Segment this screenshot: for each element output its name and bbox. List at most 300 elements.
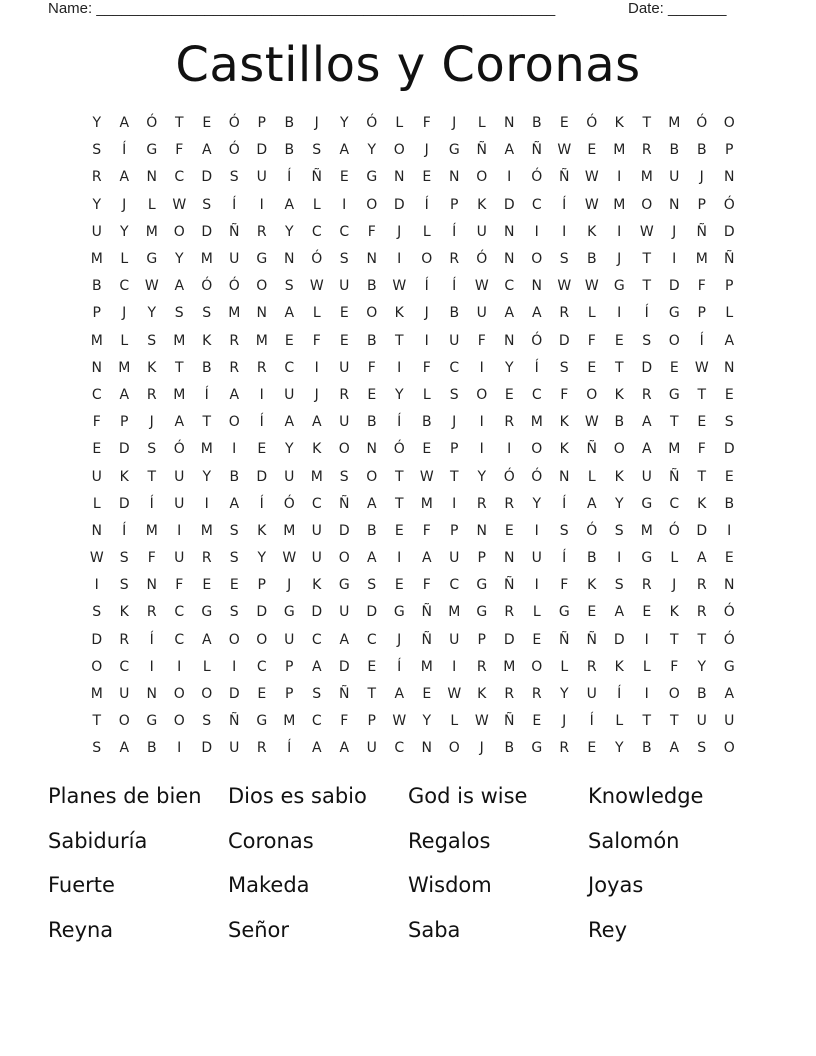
grid-letter[interactable]: F [697, 441, 706, 458]
grid-letter[interactable]: I [644, 631, 649, 648]
grid-letter[interactable]: D [118, 441, 130, 458]
grid-letter[interactable]: N [91, 522, 102, 539]
grid-letter[interactable]: P [285, 658, 294, 675]
grid-letter[interactable]: Ñ [586, 631, 597, 648]
grid-letter[interactable]: O [421, 251, 433, 268]
grid-letter[interactable]: G [393, 604, 405, 621]
grid-letter[interactable]: O [476, 169, 488, 186]
grid-letter[interactable]: T [642, 713, 652, 730]
grid-letter[interactable]: S [147, 332, 157, 349]
grid-letter[interactable]: N [421, 740, 432, 757]
grid-letter[interactable]: K [312, 441, 322, 458]
grid-letter[interactable]: T [147, 468, 157, 485]
grid-letter[interactable]: A [366, 495, 377, 512]
grid-letter[interactable]: Ñ [476, 142, 487, 159]
grid-letter[interactable]: C [91, 386, 102, 403]
grid-letter[interactable]: S [147, 441, 157, 458]
grid-letter[interactable]: Ó [201, 278, 213, 295]
grid-letter[interactable]: I [534, 577, 539, 594]
grid-letter[interactable]: J [562, 713, 567, 730]
grid-letter[interactable]: Y [394, 386, 404, 403]
grid-letter[interactable]: I [452, 658, 457, 675]
grid-letter[interactable]: S [229, 169, 239, 186]
grid-letter[interactable]: M [420, 658, 433, 675]
grid-letter[interactable]: T [642, 115, 652, 132]
grid-letter[interactable]: A [586, 495, 597, 512]
grid-letter[interactable]: Y [504, 359, 514, 376]
grid-letter[interactable]: T [669, 631, 679, 648]
grid-letter[interactable]: J [397, 223, 402, 240]
grid-letter[interactable]: Ñ [586, 441, 597, 458]
grid-letter[interactable]: U [724, 713, 735, 730]
grid-letter[interactable]: S [229, 522, 239, 539]
grid-letter[interactable]: M [200, 522, 213, 539]
grid-letter[interactable]: O [366, 305, 378, 322]
grid-letter[interactable]: A [201, 631, 212, 648]
grid-letter[interactable]: I [479, 359, 484, 376]
grid-letter[interactable]: Ñ [724, 251, 735, 268]
grid-letter[interactable]: U [311, 550, 322, 567]
grid-letter[interactable]: U [256, 169, 267, 186]
grid-letter[interactable]: Í [287, 169, 292, 186]
grid-letter[interactable]: M [668, 441, 681, 458]
grid-letter[interactable]: C [256, 658, 267, 675]
grid-letter[interactable]: P [450, 196, 459, 213]
grid-letter[interactable]: I [479, 441, 484, 458]
grid-letter[interactable]: A [724, 332, 735, 349]
grid-letter[interactable]: C [284, 359, 295, 376]
grid-letter[interactable]: G [448, 142, 460, 159]
grid-letter[interactable]: D [613, 631, 625, 648]
grid-letter[interactable]: M [200, 441, 213, 458]
grid-letter[interactable]: A [119, 169, 130, 186]
grid-letter[interactable]: E [339, 169, 349, 186]
grid-letter[interactable]: P [285, 686, 294, 703]
grid-letter[interactable]: N [256, 305, 267, 322]
grid-letter[interactable]: U [476, 305, 487, 322]
grid-letter[interactable]: S [339, 468, 349, 485]
grid-letter[interactable]: L [477, 115, 486, 132]
grid-letter[interactable]: Í [397, 658, 402, 675]
grid-letter[interactable]: W [584, 169, 599, 186]
grid-letter[interactable]: O [531, 441, 543, 458]
grid-letter[interactable]: A [284, 196, 295, 213]
grid-letter[interactable]: M [420, 495, 433, 512]
grid-letter[interactable]: U [339, 278, 350, 295]
grid-letter[interactable]: L [615, 713, 624, 730]
grid-letter[interactable]: N [284, 251, 295, 268]
grid-letter[interactable]: Í [644, 305, 649, 322]
grid-letter[interactable]: C [174, 604, 185, 621]
grid-letter[interactable]: E [504, 522, 514, 539]
grid-letter[interactable]: E [559, 115, 569, 132]
grid-letter[interactable]: D [723, 223, 735, 240]
grid-letter[interactable]: R [476, 495, 487, 512]
grid-letter[interactable]: O [476, 386, 488, 403]
grid-letter[interactable]: U [229, 740, 240, 757]
grid-letter[interactable]: A [641, 441, 652, 458]
grid-letter[interactable]: R [696, 577, 707, 594]
grid-letter[interactable]: B [696, 142, 707, 159]
grid-letter[interactable]: O [338, 441, 350, 458]
grid-letter[interactable]: Y [614, 740, 624, 757]
grid-letter[interactable]: J [314, 115, 319, 132]
grid-letter[interactable]: Ó [283, 495, 295, 512]
grid-letter[interactable]: G [476, 577, 488, 594]
grid-letter[interactable]: P [257, 577, 266, 594]
grid-letter[interactable]: Y [559, 686, 569, 703]
grid-letter[interactable]: O [393, 142, 405, 159]
grid-letter[interactable]: M [90, 251, 103, 268]
grid-letter[interactable]: F [670, 658, 679, 675]
grid-letter[interactable]: L [587, 468, 596, 485]
grid-letter[interactable]: K [202, 332, 212, 349]
grid-letter[interactable]: B [229, 468, 240, 485]
grid-letter[interactable]: I [342, 196, 347, 213]
grid-letter[interactable]: I [452, 495, 457, 512]
grid-letter[interactable]: Y [257, 550, 267, 567]
grid-letter[interactable]: R [229, 359, 240, 376]
grid-letter[interactable]: B [696, 686, 707, 703]
grid-letter[interactable]: O [531, 251, 543, 268]
grid-letter[interactable]: R [146, 604, 157, 621]
grid-letter[interactable]: U [339, 604, 350, 621]
grid-letter[interactable]: Ó [723, 631, 735, 648]
grid-letter[interactable]: C [311, 631, 322, 648]
grid-letter[interactable]: O [366, 196, 378, 213]
grid-letter[interactable]: Y [284, 223, 294, 240]
grid-letter[interactable]: P [725, 278, 734, 295]
grid-letter[interactable]: S [642, 332, 652, 349]
grid-letter[interactable]: R [201, 550, 212, 567]
grid-letter[interactable]: U [531, 550, 542, 567]
grid-letter[interactable]: D [338, 522, 350, 539]
grid-letter[interactable]: O [201, 686, 213, 703]
grid-letter[interactable]: E [367, 658, 377, 675]
grid-letter[interactable]: Í [149, 631, 154, 648]
grid-letter[interactable]: G [531, 740, 543, 757]
grid-letter[interactable]: I [562, 223, 567, 240]
grid-letter[interactable]: W [419, 468, 434, 485]
grid-letter[interactable]: I [672, 251, 677, 268]
grid-letter[interactable]: G [201, 604, 213, 621]
grid-letter[interactable]: C [311, 713, 322, 730]
grid-letter[interactable]: Ó [503, 468, 515, 485]
grid-letter[interactable]: M [503, 658, 516, 675]
grid-letter[interactable]: J [617, 251, 622, 268]
grid-letter[interactable]: N [504, 550, 515, 567]
grid-letter[interactable]: G [146, 251, 158, 268]
grid-letter[interactable]: L [120, 332, 129, 349]
grid-letter[interactable]: P [477, 631, 486, 648]
grid-letter[interactable]: R [559, 740, 570, 757]
grid-letter[interactable]: K [257, 522, 267, 539]
grid-letter[interactable]: M [283, 713, 296, 730]
grid-letter[interactable]: B [421, 414, 432, 431]
grid-letter[interactable]: K [477, 196, 487, 213]
grid-letter[interactable]: I [617, 169, 622, 186]
grid-letter[interactable]: G [723, 658, 735, 675]
grid-letter[interactable]: D [228, 686, 240, 703]
grid-letter[interactable]: B [366, 522, 377, 539]
grid-letter[interactable]: W [392, 278, 407, 295]
grid-letter[interactable]: U [229, 251, 240, 268]
grid-letter[interactable]: K [697, 495, 707, 512]
grid-letter[interactable]: W [474, 278, 489, 295]
grid-letter[interactable]: Í [562, 495, 567, 512]
grid-letter[interactable]: L [532, 604, 541, 621]
grid-letter[interactable]: Ó [531, 468, 543, 485]
grid-letter[interactable]: J [479, 740, 484, 757]
grid-letter[interactable]: U [476, 223, 487, 240]
grid-letter[interactable]: I [259, 386, 264, 403]
grid-letter[interactable]: N [366, 251, 377, 268]
grid-letter[interactable]: O [256, 631, 268, 648]
grid-letter[interactable]: S [449, 386, 459, 403]
grid-letter[interactable]: T [697, 631, 707, 648]
grid-letter[interactable]: G [146, 142, 158, 159]
grid-letter[interactable]: B [146, 740, 157, 757]
grid-letter[interactable]: I [617, 305, 622, 322]
grid-letter[interactable]: E [257, 686, 267, 703]
grid-letter[interactable]: G [338, 577, 350, 594]
grid-letter[interactable]: D [256, 468, 268, 485]
grid-letter[interactable]: F [147, 550, 156, 567]
grid-letter[interactable]: W [584, 414, 599, 431]
grid-letter[interactable]: E [724, 550, 734, 567]
grid-letter[interactable]: E [642, 604, 652, 621]
grid-letter[interactable]: Y [422, 713, 432, 730]
grid-letter[interactable]: Y [367, 142, 377, 159]
grid-letter[interactable]: A [696, 550, 707, 567]
grid-letter[interactable]: P [697, 196, 706, 213]
grid-letter[interactable]: L [312, 196, 321, 213]
grid-letter[interactable]: Ñ [531, 142, 542, 159]
grid-letter[interactable]: R [91, 169, 102, 186]
grid-letter[interactable]: R [696, 604, 707, 621]
grid-letter[interactable]: M [90, 332, 103, 349]
grid-letter[interactable]: Í [122, 522, 127, 539]
grid-letter[interactable]: W [557, 278, 572, 295]
grid-letter[interactable]: S [229, 604, 239, 621]
grid-letter[interactable]: J [452, 115, 457, 132]
grid-letter[interactable]: L [120, 251, 129, 268]
grid-letter[interactable]: Ó [723, 604, 735, 621]
grid-letter[interactable]: J [424, 305, 429, 322]
grid-letter[interactable]: W [584, 278, 599, 295]
grid-letter[interactable]: L [587, 305, 596, 322]
grid-letter[interactable]: C [174, 169, 185, 186]
grid-letter[interactable]: Ñ [504, 713, 515, 730]
grid-letter[interactable]: B [641, 740, 652, 757]
grid-letter[interactable]: S [614, 577, 624, 594]
grid-letter[interactable]: W [309, 278, 324, 295]
grid-letter[interactable]: N [504, 223, 515, 240]
grid-letter[interactable]: S [119, 550, 129, 567]
grid-letter[interactable]: A [641, 414, 652, 431]
grid-letter[interactable]: Ñ [504, 577, 515, 594]
grid-letter[interactable]: N [449, 169, 460, 186]
grid-letter[interactable]: Ñ [421, 604, 432, 621]
grid-letter[interactable]: N [146, 577, 157, 594]
grid-letter[interactable]: T [394, 495, 404, 512]
grid-letter[interactable]: P [257, 115, 266, 132]
grid-letter[interactable]: R [641, 386, 652, 403]
grid-letter[interactable]: Y [147, 305, 157, 322]
grid-letter[interactable]: L [422, 223, 431, 240]
grid-letter[interactable]: I [314, 359, 319, 376]
grid-letter[interactable]: R [504, 495, 515, 512]
grid-letter[interactable]: C [311, 223, 322, 240]
grid-letter[interactable]: N [724, 577, 735, 594]
grid-letter[interactable]: O [173, 223, 185, 240]
grid-letter[interactable]: J [149, 414, 154, 431]
grid-letter[interactable]: F [477, 332, 486, 349]
grid-letter[interactable]: Y [614, 495, 624, 512]
grid-letter[interactable]: L [312, 305, 321, 322]
grid-letter[interactable]: A [229, 386, 240, 403]
grid-letter[interactable]: K [614, 386, 624, 403]
grid-letter[interactable]: Í [424, 196, 429, 213]
grid-letter[interactable]: Í [122, 142, 127, 159]
grid-letter[interactable]: B [586, 251, 597, 268]
grid-letter[interactable]: R [146, 386, 157, 403]
grid-letter[interactable]: U [174, 495, 185, 512]
grid-letter[interactable]: U [449, 550, 460, 567]
grid-letter[interactable]: M [640, 169, 653, 186]
grid-letter[interactable]: E [532, 713, 542, 730]
grid-letter[interactable]: J [452, 414, 457, 431]
grid-letter[interactable]: D [91, 631, 103, 648]
grid-letter[interactable]: J [672, 223, 677, 240]
grid-letter[interactable]: I [397, 251, 402, 268]
grid-letter[interactable]: S [202, 713, 212, 730]
grid-letter[interactable]: Ó [146, 115, 158, 132]
grid-letter[interactable]: K [312, 577, 322, 594]
grid-letter[interactable]: O [531, 658, 543, 675]
grid-letter[interactable]: G [256, 251, 268, 268]
grid-letter[interactable]: E [724, 386, 734, 403]
grid-letter[interactable]: I [177, 658, 182, 675]
grid-letter[interactable]: T [642, 251, 652, 268]
grid-letter[interactable]: S [559, 251, 569, 268]
grid-letter[interactable]: A [229, 495, 240, 512]
grid-letter[interactable]: E [697, 414, 707, 431]
grid-letter[interactable]: E [504, 386, 514, 403]
grid-letter[interactable]: Y [119, 223, 129, 240]
grid-letter[interactable]: U [641, 468, 652, 485]
grid-letter[interactable]: Y [339, 115, 349, 132]
grid-letter[interactable]: L [202, 658, 211, 675]
grid-letter[interactable]: O [613, 441, 625, 458]
grid-letter[interactable]: I [727, 522, 732, 539]
grid-letter[interactable]: E [202, 577, 212, 594]
grid-letter[interactable]: I [534, 223, 539, 240]
grid-letter[interactable]: C [449, 359, 460, 376]
grid-letter[interactable]: S [284, 278, 294, 295]
grid-letter[interactable]: A [311, 740, 322, 757]
grid-letter[interactable]: C [449, 577, 460, 594]
grid-letter[interactable]: I [534, 522, 539, 539]
grid-letter[interactable]: T [669, 414, 679, 431]
grid-letter[interactable]: Ó [173, 441, 185, 458]
grid-letter[interactable]: E [724, 468, 734, 485]
grid-letter[interactable]: Í [424, 278, 429, 295]
grid-letter[interactable]: I [232, 658, 237, 675]
grid-letter[interactable]: Í [259, 414, 264, 431]
grid-letter[interactable]: M [173, 386, 186, 403]
grid-letter[interactable]: F [367, 223, 376, 240]
grid-letter[interactable]: W [694, 359, 709, 376]
grid-letter[interactable]: Í [534, 359, 539, 376]
grid-letter[interactable]: B [504, 740, 515, 757]
grid-letter[interactable]: I [507, 441, 512, 458]
grid-letter[interactable]: O [173, 713, 185, 730]
grid-letter[interactable]: Ó [531, 332, 543, 349]
grid-letter[interactable]: N [724, 359, 735, 376]
grid-letter[interactable]: R [586, 658, 597, 675]
grid-letter[interactable]: U [339, 414, 350, 431]
grid-letter[interactable]: P [697, 305, 706, 322]
grid-letter[interactable]: S [119, 577, 129, 594]
grid-letter[interactable]: J [314, 386, 319, 403]
grid-letter[interactable]: D [668, 278, 680, 295]
grid-letter[interactable]: I [259, 196, 264, 213]
grid-letter[interactable]: E [669, 359, 679, 376]
grid-letter[interactable]: B [91, 278, 102, 295]
grid-letter[interactable]: I [177, 740, 182, 757]
grid-letter[interactable]: B [531, 115, 542, 132]
grid-letter[interactable]: A [339, 142, 350, 159]
grid-letter[interactable]: I [424, 332, 429, 349]
grid-letter[interactable]: Ó [393, 441, 405, 458]
grid-letter[interactable]: B [366, 414, 377, 431]
grid-letter[interactable]: Y [697, 658, 707, 675]
grid-letter[interactable]: C [174, 631, 185, 648]
grid-letter[interactable]: C [339, 223, 350, 240]
grid-letter[interactable]: S [614, 522, 624, 539]
grid-letter[interactable]: K [559, 441, 569, 458]
grid-letter[interactable]: I [617, 223, 622, 240]
grid-letter[interactable]: C [394, 740, 405, 757]
grid-letter[interactable]: A [174, 414, 185, 431]
grid-letter[interactable]: I [177, 522, 182, 539]
grid-letter[interactable]: G [476, 604, 488, 621]
grid-letter[interactable]: W [172, 196, 187, 213]
grid-letter[interactable]: E [614, 332, 624, 349]
grid-letter[interactable]: M [695, 251, 708, 268]
grid-letter[interactable]: M [613, 196, 626, 213]
grid-letter[interactable]: F [422, 115, 431, 132]
grid-letter[interactable]: G [558, 604, 570, 621]
grid-letter[interactable]: A [119, 386, 130, 403]
grid-letter[interactable]: L [560, 658, 569, 675]
grid-letter[interactable]: Ó [586, 115, 598, 132]
grid-letter[interactable]: J [672, 577, 677, 594]
grid-letter[interactable]: A [311, 414, 322, 431]
grid-letter[interactable]: S [312, 142, 322, 159]
grid-letter[interactable]: T [174, 115, 184, 132]
grid-letter[interactable]: S [724, 414, 734, 431]
grid-letter[interactable]: M [90, 686, 103, 703]
grid-letter[interactable]: U [174, 468, 185, 485]
grid-letter[interactable]: R [531, 686, 542, 703]
grid-letter[interactable]: T [174, 359, 184, 376]
grid-letter[interactable]: D [256, 604, 268, 621]
grid-letter[interactable]: P [477, 550, 486, 567]
grid-letter[interactable]: L [670, 550, 679, 567]
grid-letter[interactable]: A [669, 740, 680, 757]
